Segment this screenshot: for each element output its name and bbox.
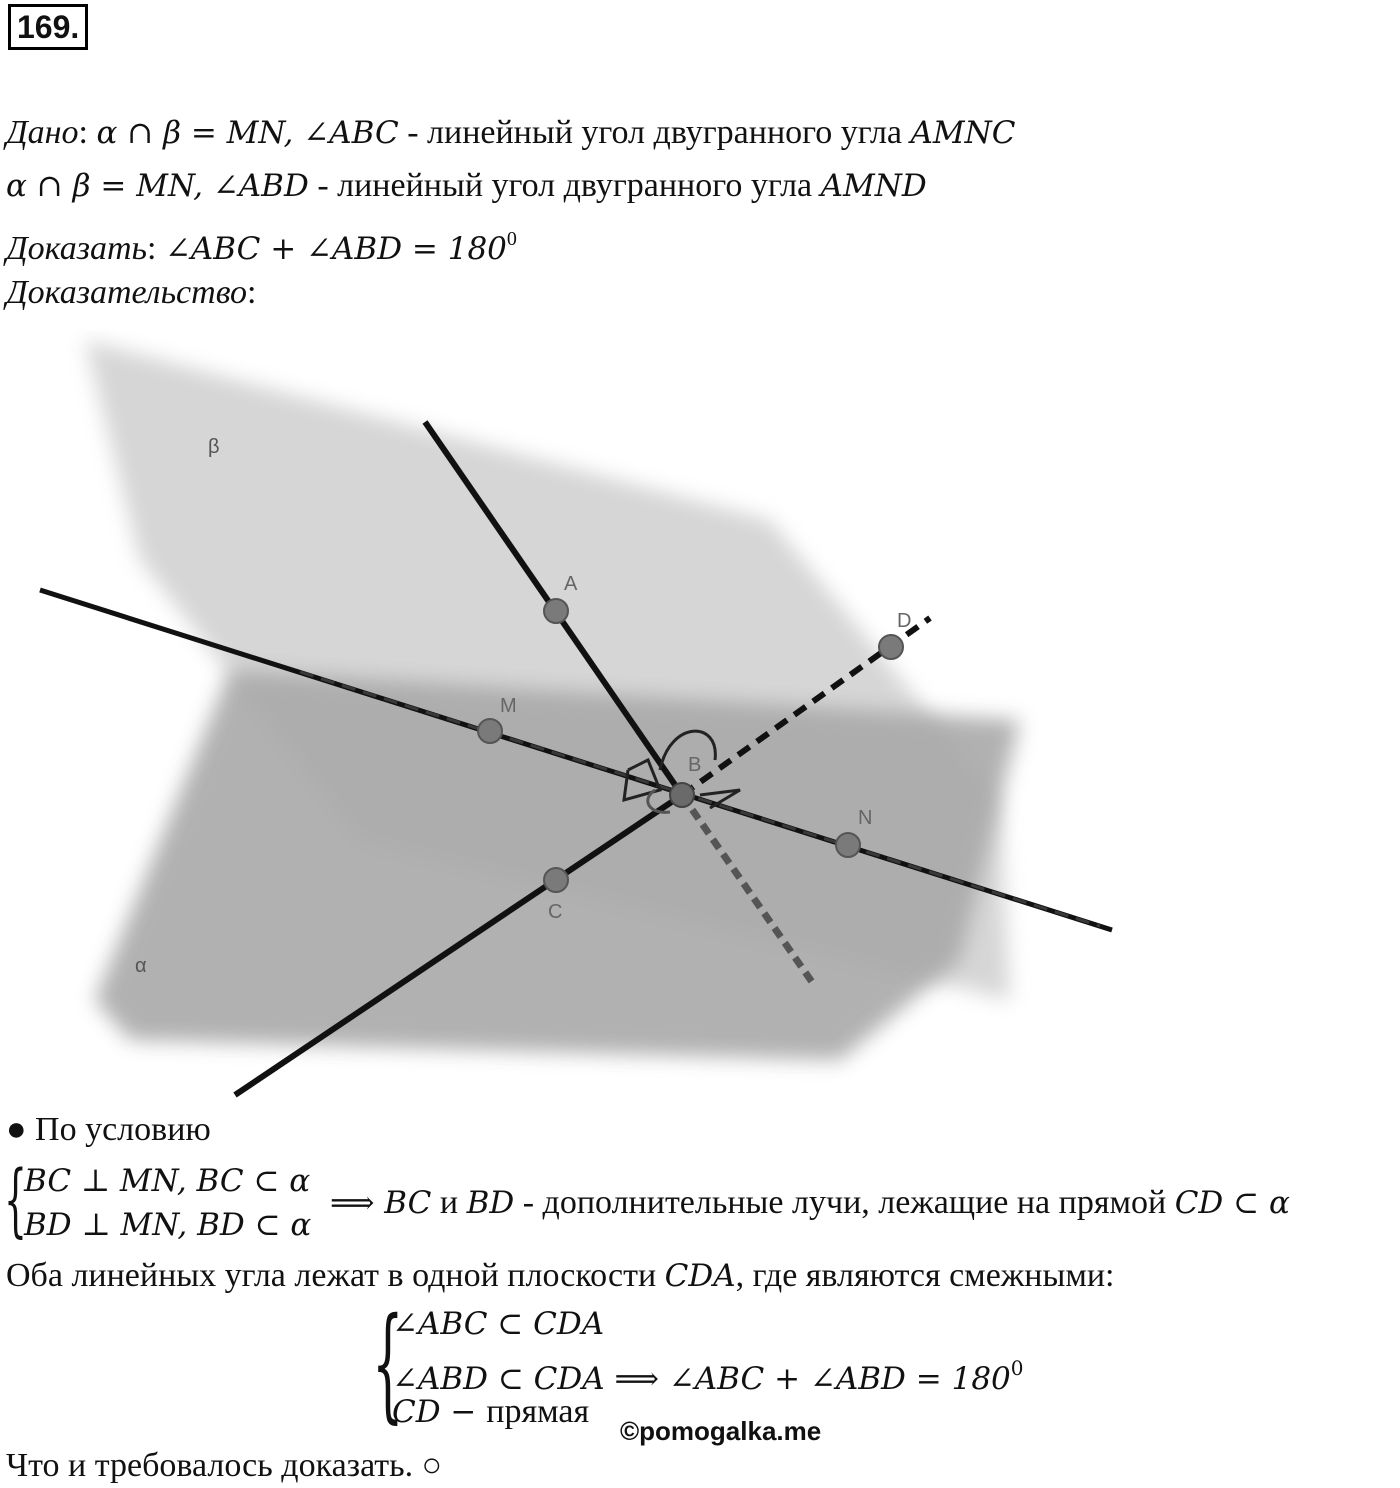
point-n	[836, 833, 860, 857]
both-angles-line	[6, 1256, 1114, 1296]
given-math-1: α ∩ β = MN, ∠ABC	[96, 115, 399, 151]
system2-row-3-math: CD −	[392, 1394, 487, 1430]
cd-in-alpha: CD ⊂ α	[1174, 1185, 1290, 1221]
system1-conclusion	[330, 1183, 1290, 1223]
prove-math: ∠ABC + ∠ABD = 180	[164, 231, 507, 267]
system2-brace: {	[372, 1292, 404, 1436]
conclusion-text: - дополнительные лучи, лежащие на прямой	[514, 1184, 1175, 1221]
system1-brace: {	[4, 1153, 27, 1246]
label-c: C	[548, 901, 563, 923]
given-label: Дано	[6, 114, 79, 151]
proof-heading: Доказательство:	[6, 274, 257, 311]
given-text-1: - линейный угол двугранного угла	[398, 114, 911, 151]
given-line-2	[6, 166, 927, 206]
system1-row-2: BD ⊥ MN, BD ⊂ α	[24, 1207, 312, 1243]
prove-sup: 0	[506, 228, 517, 250]
geometry-figure	[0, 330, 1400, 1100]
both-text-2: , где являются смежными:	[735, 1257, 1115, 1294]
label-n: N	[858, 807, 873, 829]
bd-symbol: BD	[466, 1185, 515, 1221]
label-m: M	[500, 695, 517, 717]
point-m	[478, 719, 502, 743]
label-d: D	[897, 610, 912, 632]
watermark: ©pomogalka.me	[620, 1416, 822, 1446]
point-a	[544, 599, 568, 623]
system2-row-2-sup: 0	[1010, 1356, 1024, 1380]
prove-label: Доказать	[6, 230, 147, 267]
system2-row-3	[392, 1392, 589, 1432]
prove-line: Доказать: ∠ABC + ∠ABD = $180^0$	[6, 228, 517, 267]
and-word: и	[431, 1184, 467, 1221]
label-alpha: α	[135, 955, 147, 977]
system2-row-1: ∠ABC ⊂ CDA	[392, 1306, 605, 1342]
proof-bullet: ● По условию	[6, 1111, 211, 1148]
given-text-2: - линейный угол двугранного угла	[308, 167, 821, 204]
label-beta: β	[208, 436, 220, 458]
both-text-1: Оба линейных угла лежат в одной плоскости	[6, 1257, 665, 1294]
point-b	[670, 783, 694, 807]
point-d	[879, 635, 903, 659]
given-math-2: α ∩ β = MN, ∠ABD	[6, 168, 309, 204]
implies-bc: ⟹ BC	[330, 1185, 432, 1221]
system1-row-1: BC ⊥ MN, BC ⊂ α	[24, 1163, 311, 1199]
plane-alpha	[95, 670, 1020, 1060]
given-line-1: Дано: α ∩ β = MN, ∠ABC - линейный угол двугранного угла AMNC	[6, 114, 1016, 151]
point-c	[544, 868, 568, 892]
label-b: B	[688, 754, 702, 776]
system2-row-2-math: ∠ABD ⊂ CDA ⟹ ∠ABC + ∠ABD = 180	[392, 1361, 1011, 1397]
system2-row-3-text: прямая	[486, 1393, 590, 1430]
problem-number: 169.	[8, 4, 88, 50]
plane-cda: CDA	[664, 1258, 736, 1294]
given-angle-1: AMNC	[910, 115, 1016, 151]
proof-label: Доказательство	[6, 274, 248, 311]
given-angle-2: AMND	[820, 168, 927, 204]
label-a: A	[564, 573, 578, 595]
final-line: Что и требовалось доказать. ○	[6, 1447, 443, 1484]
